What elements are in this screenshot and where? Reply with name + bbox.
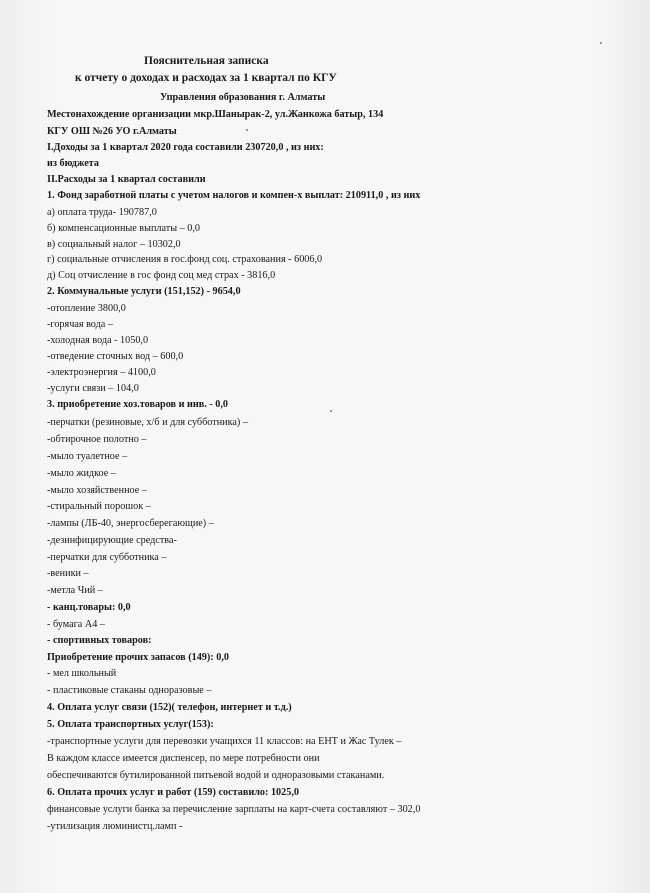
supply-line: -стиральный порошок – [47,501,151,512]
expense-item-4: 4. Оплата услуг связи (152)( телефон, интернет и т.д.) [47,702,292,713]
expense-item-1: 1. Фонд заработной платы с учетом налогов и компен-х выплат: 210911,0 , из них [47,190,421,201]
expense-subitem: г) социальные отчисления в гос.фонд соц. страхования - 6006,0 [47,254,323,265]
utility-line: -отведение сточных вод – 600,0 [47,351,184,362]
expense-subitem: в) социальный налог – 10302,0 [47,239,181,250]
supply-line: -метла Чий – [47,585,103,596]
income-source: из бюджета [47,158,99,169]
expense-subitem: а) оплата труда- 190787,0 [47,207,157,218]
doc-subtitle: к отчету о доходах и расходах за 1 квартал по КГУ [75,72,337,84]
other-stock-line: - пластиковые стаканы одноразовые – [47,685,212,696]
services-line: -утилизация люминистц.ламп - [47,821,183,832]
transport-line: В каждом классе имеется диспенсер, по мере потребности они [47,753,320,764]
utility-line: -холодная вода - 1050,0 [47,335,149,346]
doc-department: Управления образования г. Алматы [160,92,326,103]
expenses-heading: II.Расходы за 1 квартал составили [47,174,206,185]
supply-line: -мыло жидкое – [47,468,116,479]
expense-subitem: д) Соц отчисление в гос фонд соц мед страх - 3816,0 [47,270,276,281]
supply-line: -мыло хозяйственное – [47,485,147,496]
utility-line: -горячая вода – [47,319,113,330]
income-heading: I.Доходы за 1 квартал 2020 года составили 230720,0 , из них: [47,142,324,153]
supply-line: -мыло туалетное – [47,451,128,462]
supply-line: -дезинфицирующие средства- [47,535,177,546]
supply-line: -веники – [47,568,89,579]
sports-goods-line: - спортивных товаров: [47,635,152,646]
transport-line: -транспортные услуги для перевозки учащихся 11 классов: на ЕНТ и Жас Тулек – [47,736,402,747]
utility-line: -отопление 3800,0 [47,303,126,314]
doc-title: Пояснительная записка [144,55,269,67]
org-location: Местонахождение организации мкр.Шанырак-2, ул.Жанкожа батыр, 134 [47,109,384,120]
scan-speck [246,129,248,131]
other-stock-heading: Приобретение прочих запасов (149): 0,0 [47,652,229,663]
supply-line: - бумага А4 – [47,619,105,630]
supply-line: -лампы (ЛБ-40, энергосберегающие) – [47,518,214,529]
expense-item-6: 6. Оплата прочих услуг и работ (159) составило: 1025,0 [47,787,299,798]
utility-line: -электроэнергия – 4100,0 [47,367,156,378]
org-name: КГУ ОШ №26 УО г.Алматы [47,126,177,137]
expense-item-3: 3. приобретение хоз.товаров и инв. - 0,0 [47,399,229,410]
services-line: финансовые услуги банка за перечисление зарплаты на карт-счета составляют – 302,0 [47,804,421,815]
supply-line: -обтирочное полотно – [47,434,147,445]
transport-line: обеспечиваются бутилированной питьевой водой и одноразовыми стаканами. [47,770,385,781]
expense-item-2: 2. Коммунальные услуги (151,152) - 9654,0 [47,286,241,297]
utility-line: -услуги связи – 104,0 [47,383,139,394]
expense-item-5: 5. Оплата транспортных услуг(153): [47,719,214,730]
scan-speck [600,42,602,44]
scan-speck [330,410,332,412]
other-stock-line: - мел школьный [47,668,117,679]
office-supplies-line: - канц.товары: 0,0 [47,602,131,613]
supply-line: -перчатки для субботника – [47,552,167,563]
supply-line: -перчатки (резиновые, х/б и для субботника) – [47,417,248,428]
expense-subitem: б) компенсационные выплаты – 0,0 [47,223,200,234]
